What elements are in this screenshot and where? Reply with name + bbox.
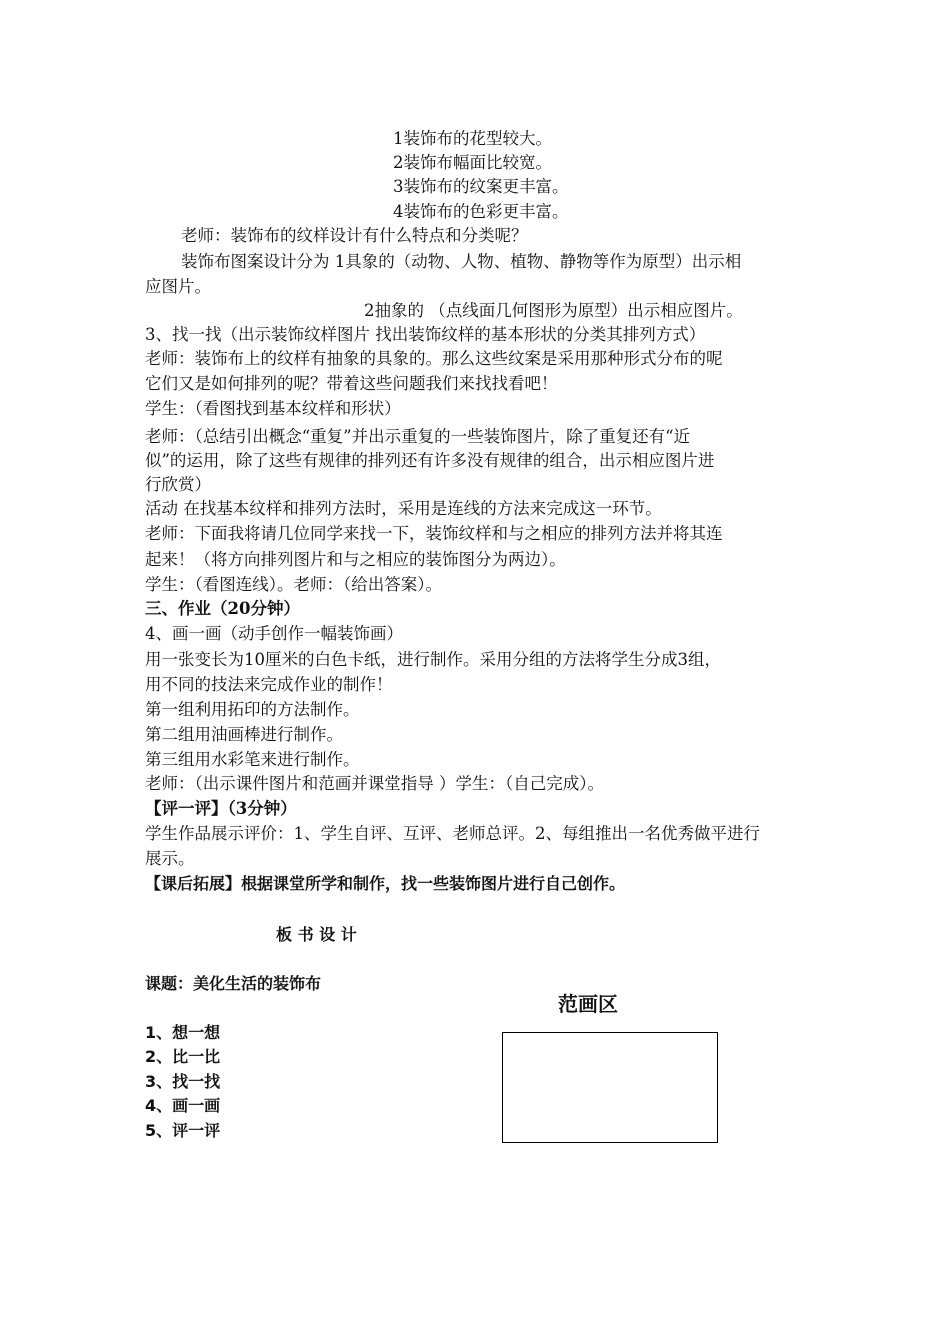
board-step: 4、画一画 [145, 1096, 221, 1115]
sample-area-title: 范画区 [558, 992, 618, 1016]
board-step: 2、比一比 [145, 1047, 221, 1066]
sample-area-box [502, 1032, 718, 1143]
text-line: 第二组用油画棒进行制作。 [145, 725, 343, 744]
text-line: 3、找一找（出示装饰纹样图片 找出装饰纹样的基本形状的分类其排列方式） [145, 325, 706, 344]
text-line: 用不同的技法来完成作业的制作！ [145, 675, 393, 694]
section-heading: 【评一评】（3分钟） [145, 799, 297, 818]
board-step: 5、评一评 [145, 1121, 221, 1140]
text-line: 老师：装饰布上的纹样有抽象的具象的。那么这些纹案是采用那种形式分布的呢 [145, 349, 723, 368]
text-line: 学生：（看图连线）。老师：（给出答案）。 [145, 575, 442, 594]
text-line: 它们又是如何排列的呢？带着这些问题我们来找找看吧！ [145, 374, 558, 393]
text-line: 4装饰布的色彩更丰富。 [393, 202, 569, 221]
text-line: 2抽象的 （点线面几何图形为原型）出示相应图片。 [364, 301, 743, 320]
extension-task: 【课后拓展】根据课堂所学和制作，找一些装饰图片进行自己创作。 [145, 874, 626, 893]
section-heading: 三、作业（20分钟） [145, 599, 300, 618]
text-line: 第一组利用拓印的方法制作。 [145, 700, 360, 719]
board-step: 1、想一想 [145, 1023, 221, 1042]
text-line: 老师：（总结引出概念“重复”并出示重复的一些装饰图片，除了重复还有“近 [145, 427, 691, 446]
text-line: 似”的运用，除了这些有规律的排列还有许多没有规律的组合，出示相应图片进 [145, 451, 715, 470]
text-line: 2装饰布幅面比较宽。 [393, 153, 552, 172]
text-line: 装饰布图案设计分为 1具象的（动物、人物、植物、静物等作为原型）出示相 [181, 252, 742, 271]
text-line: 老师：（出示课件图片和范画并课堂指导 ）学生：（自己完成）。 [145, 774, 604, 793]
board-design-title: 板 书 设 计 [276, 925, 357, 944]
text-line: 用一张变长为10厘米的白色卡纸，进行制作。采用分组的方法将学生分成3组， [145, 650, 721, 669]
text-line: 4、画一画（动手创作一幅装饰画） [145, 624, 403, 643]
text-line: 起来！（将方向排列图片和与之相应的装饰图分为两边）。 [145, 550, 566, 569]
text-line: 老师：下面我将请几位同学来找一下，装饰纹样和与之相应的排列方法并将其连 [145, 524, 723, 543]
text-line: 1装饰布的花型较大。 [393, 129, 552, 148]
board-step: 3、找一找 [145, 1072, 221, 1091]
text-line: 活动 在找基本纹样和排列方法时，采用是连线的方法来完成这一环节。 [145, 499, 662, 518]
text-line: 第三组用水彩笔来进行制作。 [145, 750, 360, 769]
board-topic: 课题：美化生活的装饰布 [145, 974, 322, 993]
text-line: 学生：（看图找到基本纹样和形状） [145, 399, 401, 418]
text-line: 行欣赏） [145, 475, 211, 494]
text-line: 展示。 [145, 849, 195, 868]
text-line: 学生作品展示评价：1、学生自评、互评、老师总评。2、每组推出一名优秀做平进行 [145, 824, 760, 843]
text-line: 应图片。 [145, 277, 211, 296]
text-line: 老师：装饰布的纹样设计有什么特点和分类呢？ [181, 226, 528, 245]
text-line: 3装饰布的纹案更丰富。 [393, 177, 569, 196]
